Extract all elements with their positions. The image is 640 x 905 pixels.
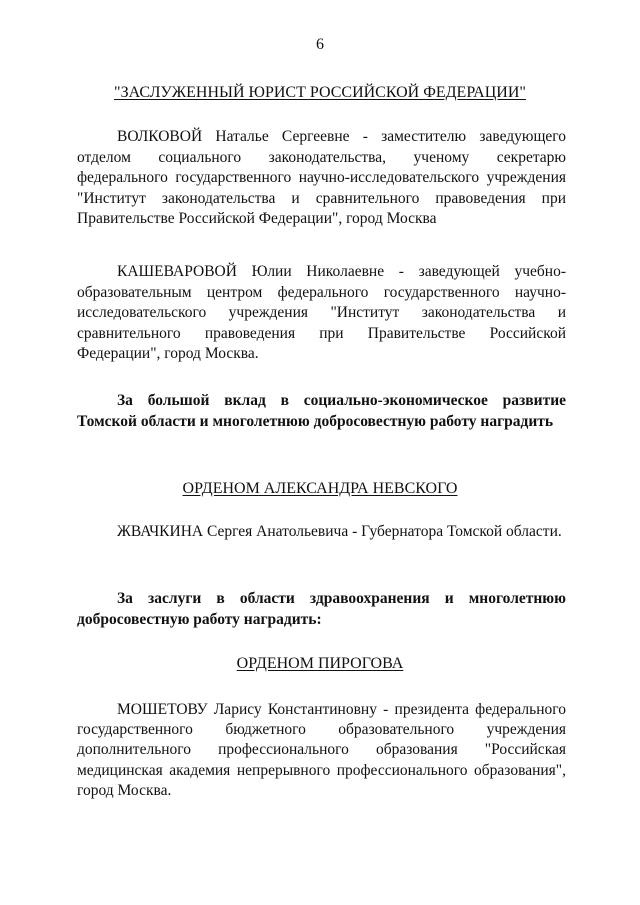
award-intro-health: За заслуги в области здравоохранения и многолетнюю добросовестную работу наградить:: [77, 590, 566, 628]
order-nevsky-heading: ОРДЕНОМ АЛЕКСАНДРА НЕВСКОГО: [182, 480, 458, 497]
order-pirogov-heading: ОРДЕНОМ ПИРОГОВА: [236, 655, 404, 672]
award-paragraph-zhvachkin: ЖВАЧКИНА Сергея Анатольевича - Губернатора Томской области.: [117, 523, 562, 540]
honorary-title-heading: "ЗАСЛУЖЕННЫЙ ЮРИСТ РОССИЙСКОЙ ФЕДЕРАЦИИ": [114, 84, 526, 101]
page-number: 6: [316, 36, 324, 53]
award-paragraph-kashevarova: КАШЕВАРОВОЙ Юлии Николаевне - заведующей учебно-образовательным центром федерального государственного научно-исследовательского учреждения "Институт законодательства и сравнительного правоведения при Правительстве Российской Федерации", город Москва.: [77, 263, 566, 363]
award-intro-tomsk: За большой вклад в социально-экономическое развитие Томской области и многолетнюю добросовестную работу наградить: [77, 392, 566, 430]
award-paragraph-volkova: ВОЛКОВОЙ Наталье Сергеевне - заместителю заведующего отделом социального законодательства, ученому секретарю федерального государственного научно-исследовательского учреждения "Институт законодательства и сравнительного правоведения при Правительстве Российской Федерации", город Москва: [77, 128, 566, 228]
award-paragraph-moshetova: МОШЕТОВУ Ларису Константиновну - президента федерального государственного бюджетного образовательного учреждения дополнительного профессионального образования "Российская медицинская академия непрерывного профессионального образования", город Москва.: [77, 701, 566, 799]
